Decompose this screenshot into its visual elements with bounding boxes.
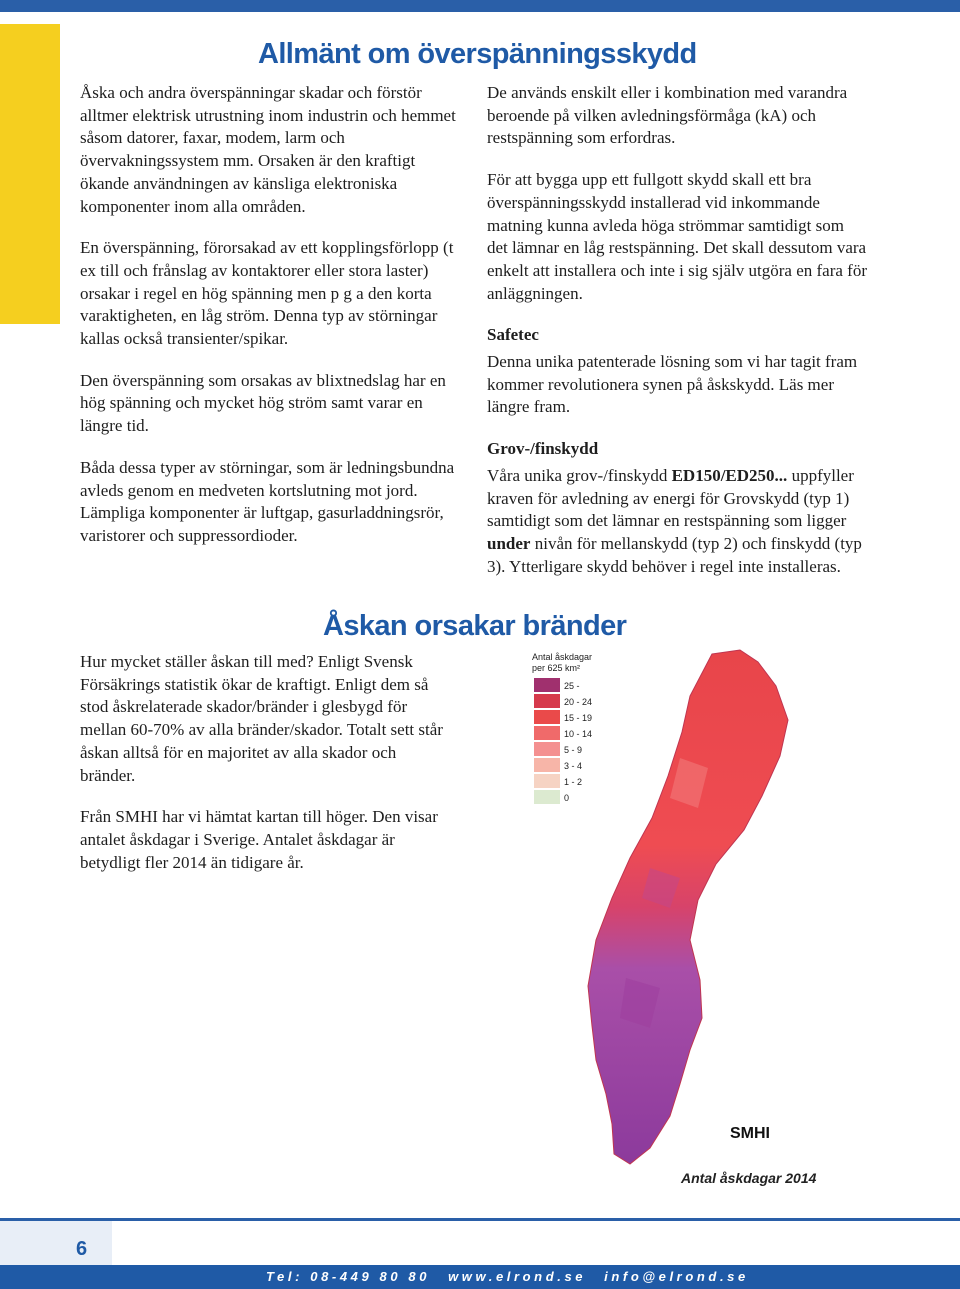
legend-label: 0: [564, 793, 570, 803]
legend-label: 10 - 14: [564, 729, 593, 739]
sweden-map-image: [530, 648, 830, 1170]
smhi-logo: SMHI: [730, 1125, 770, 1142]
legend-swatch: [534, 790, 560, 804]
footer-phone: Tel: 08-449 80 80: [266, 1269, 431, 1284]
legend-swatch: [534, 774, 560, 788]
paragraph: Hur mycket ställer åskan till med? Enligt Svensk Försäkrings statistik ökar de kraftigt. Enligt dem så stod åskrelaterade skador/bränder i glesbygd för mellan 60-70% av alla bränder/skador. Totalt sett står åskan alltså för en majoritet av alla skador och bränder.: [80, 652, 443, 785]
legend-swatch: [534, 694, 560, 708]
page-number-tab: [0, 1221, 112, 1265]
left-column-text: [80, 82, 460, 567]
section-heading-fires: Åskan orsakar bränder: [323, 610, 627, 642]
yellow-accent-strip: [0, 24, 60, 324]
legend-label: 1 - 2: [564, 777, 583, 787]
top-accent-bar: [0, 0, 960, 12]
legend-swatch: [534, 726, 560, 740]
grov-text-b: uppfyller kraven för avledning av energi för Grovskydd (typ 1) samtidigt som det lämnar en restspänning som ligger: [487, 465, 854, 531]
safetec-block: [487, 324, 867, 419]
sweden-shape: [588, 650, 788, 1164]
grov-under: under: [487, 533, 531, 553]
safetec-heading: Safetec: [487, 325, 539, 345]
legend-swatch: [534, 710, 560, 724]
legend-label: 20 - 24: [564, 697, 593, 707]
legend-swatch: [534, 678, 560, 692]
section-heading-overvoltage: Allmänt om överspänningsskydd: [258, 38, 697, 70]
legend-label: 5 - 9: [564, 745, 583, 755]
legend-label: 25 -: [564, 681, 580, 691]
grov-text-c: nivån för mellanskydd (typ 2) och finskydd (typ 3). Ytterligare skydd behöver i regel inte installeras.: [487, 533, 862, 576]
paragraph: Åska och andra överspänningar skadar och förstör alltmer elektrisk utrustning inom industrin och hemmet såsom datorer, faxar, modem, larm och övervakningssystem mm. Orsaken är den kraftigt ökande användningen av känsliga elektroniska komponenter inom alla områden.: [80, 83, 456, 216]
paragraph: Från SMHI har vi hämtat kartan till höger. Den visar antalet åskdagar i Sverige. Antalet åskdagar är betydligt fler 2014 än tidigare år.: [80, 807, 438, 872]
right-column-text: [487, 82, 867, 597]
paragraph: Båda dessa typer av störningar, som är ledningsbundna avleds genom en medveten kortslutning mot jord. Lämpliga komponenter är luftgap, gasurladdningsrör, varistorer och suppressordioder.: [80, 457, 455, 545]
safetec-text: Denna unika patenterade lösning som vi har tagit fram kommer revolutionera synen på åskskydd. Läs mer längre fram.: [487, 352, 858, 417]
legend-title-1: Antal åskdagar: [532, 652, 593, 662]
paragraph: För att bygga upp ett fullgott skydd skall ett bra överspänningsskydd installerad vid inkommande matning kunna avleda höga strömmar samtidigt som det lämnar en låg restspänning. Det skall dessutom vara enkelt att installera och inte i sig själv utgöra en fara för anläggningen.: [487, 170, 868, 303]
legend-label: 15 - 19: [564, 713, 593, 723]
page-number: 6: [76, 1238, 88, 1260]
footer-divider: [0, 1218, 960, 1221]
thunder-days-map: [530, 648, 830, 1170]
legend-label: 3 - 4: [564, 761, 583, 771]
legend-swatch: [534, 758, 560, 772]
grov-heading: Grov-/finskydd: [487, 439, 599, 459]
paragraph: En överspänning, förorsakad av ett kopplingsförlopp (t ex till och frånslag av kontaktorer eller stora laster) orsakar i regel en hög spänning men p g a den korta varaktigheten, en låg ström. Denna typ av störningar kallas också transienter/spikar.: [80, 238, 454, 349]
grov-block: [487, 438, 867, 578]
footer-email[interactable]: info@elrond.se: [604, 1269, 749, 1284]
grov-text-a: Våra unika grov-/finskydd: [487, 465, 672, 485]
map-caption: Antal åskdagar 2014: [681, 1170, 817, 1186]
fires-column-text: [80, 651, 450, 893]
paragraph: De används enskilt eller i kombination med varandra beroende på vilken avledningsförmåga (kA) och restspänning som erfordras.: [487, 83, 848, 148]
legend-title-2: per 625 km²: [532, 663, 581, 673]
footer-website[interactable]: www.elrond.se: [448, 1269, 587, 1284]
legend-swatch: [534, 742, 560, 756]
grov-models: ED150/ED250...: [671, 465, 788, 485]
footer-contact: [266, 1269, 767, 1284]
paragraph: Den överspänning som orsakas av blixtnedslag har en hög spänning och mycket hög ström samt varar en längre tid.: [80, 370, 446, 436]
